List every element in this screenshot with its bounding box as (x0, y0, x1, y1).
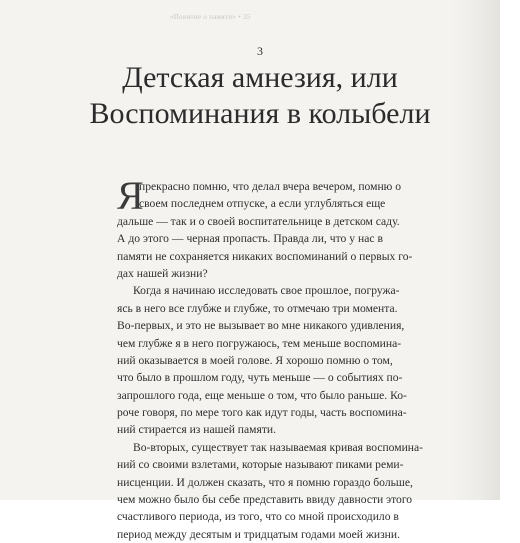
text-line: ний оказывается в моей голове. Я хорошо помню о том, (117, 353, 393, 367)
text-line: чем глубже я в него погружаюсь, тем меньше воспоминa- (117, 336, 402, 350)
text-line: запрошлого года, еще меньше о том, что было раньше. Ко- (117, 388, 407, 402)
body-text (117, 173, 424, 543)
text-line: Во-вторых, существует так называемая кривая воспоминa- (133, 440, 424, 454)
chapter-number: 3 (257, 44, 263, 58)
chapter-title-line: Воспоминания в колыбели (89, 97, 431, 130)
text-line: Когда я начинаю исследовать свое прошлое, погружа- (133, 284, 400, 298)
text-line: памяти не сохраняется никаких воспоминаний о первых го- (117, 249, 413, 263)
text-line: дах нашей жизни? (117, 266, 208, 280)
text-line: ний стирается из нашей памяти. (117, 423, 277, 437)
text-line: А до этого — черная пропасть. Правда ли, что у нас в (117, 232, 383, 246)
text-line: счастливого периода, из того, что со мной происходило в (117, 510, 399, 524)
text-line: ясь в него все глубже и глубже, то отмечаю три момента. (117, 301, 398, 315)
text-line: чем можно было бы себе представить ввиду давности этого (117, 493, 413, 507)
text-line: дальше — так и о своей воспитательнице в детском саду. (117, 214, 400, 228)
drop-cap: Я (117, 173, 144, 218)
text-line: нисценции. И должен сказать, что я помню гораздо больше, (117, 475, 413, 489)
running-head: «Понятие о памяти» • 35 (170, 13, 251, 21)
text-line: роче говоря, по мере того как идут годы, часть воспомина- (117, 406, 407, 420)
chapter-title-line: Детская амнезия, или (122, 61, 398, 94)
text-line: что было в прошлом году, чуть меньше — о событиях по- (117, 371, 403, 385)
text-line: период между десятым и тридцатым годами моей жизни. (117, 527, 400, 541)
chapter-title (0, 60, 520, 132)
text-line: прекрасно помню, что делал вчера вечером, помню о (139, 180, 402, 193)
text-line: своем последнем отпуске, а если углубляться еще (139, 197, 386, 211)
text-line: ний со своими взлетами, которые называют пиками реми- (117, 458, 404, 472)
text-line: Во-первых, и это не вызывает во мне никакого удивления, (117, 319, 405, 333)
